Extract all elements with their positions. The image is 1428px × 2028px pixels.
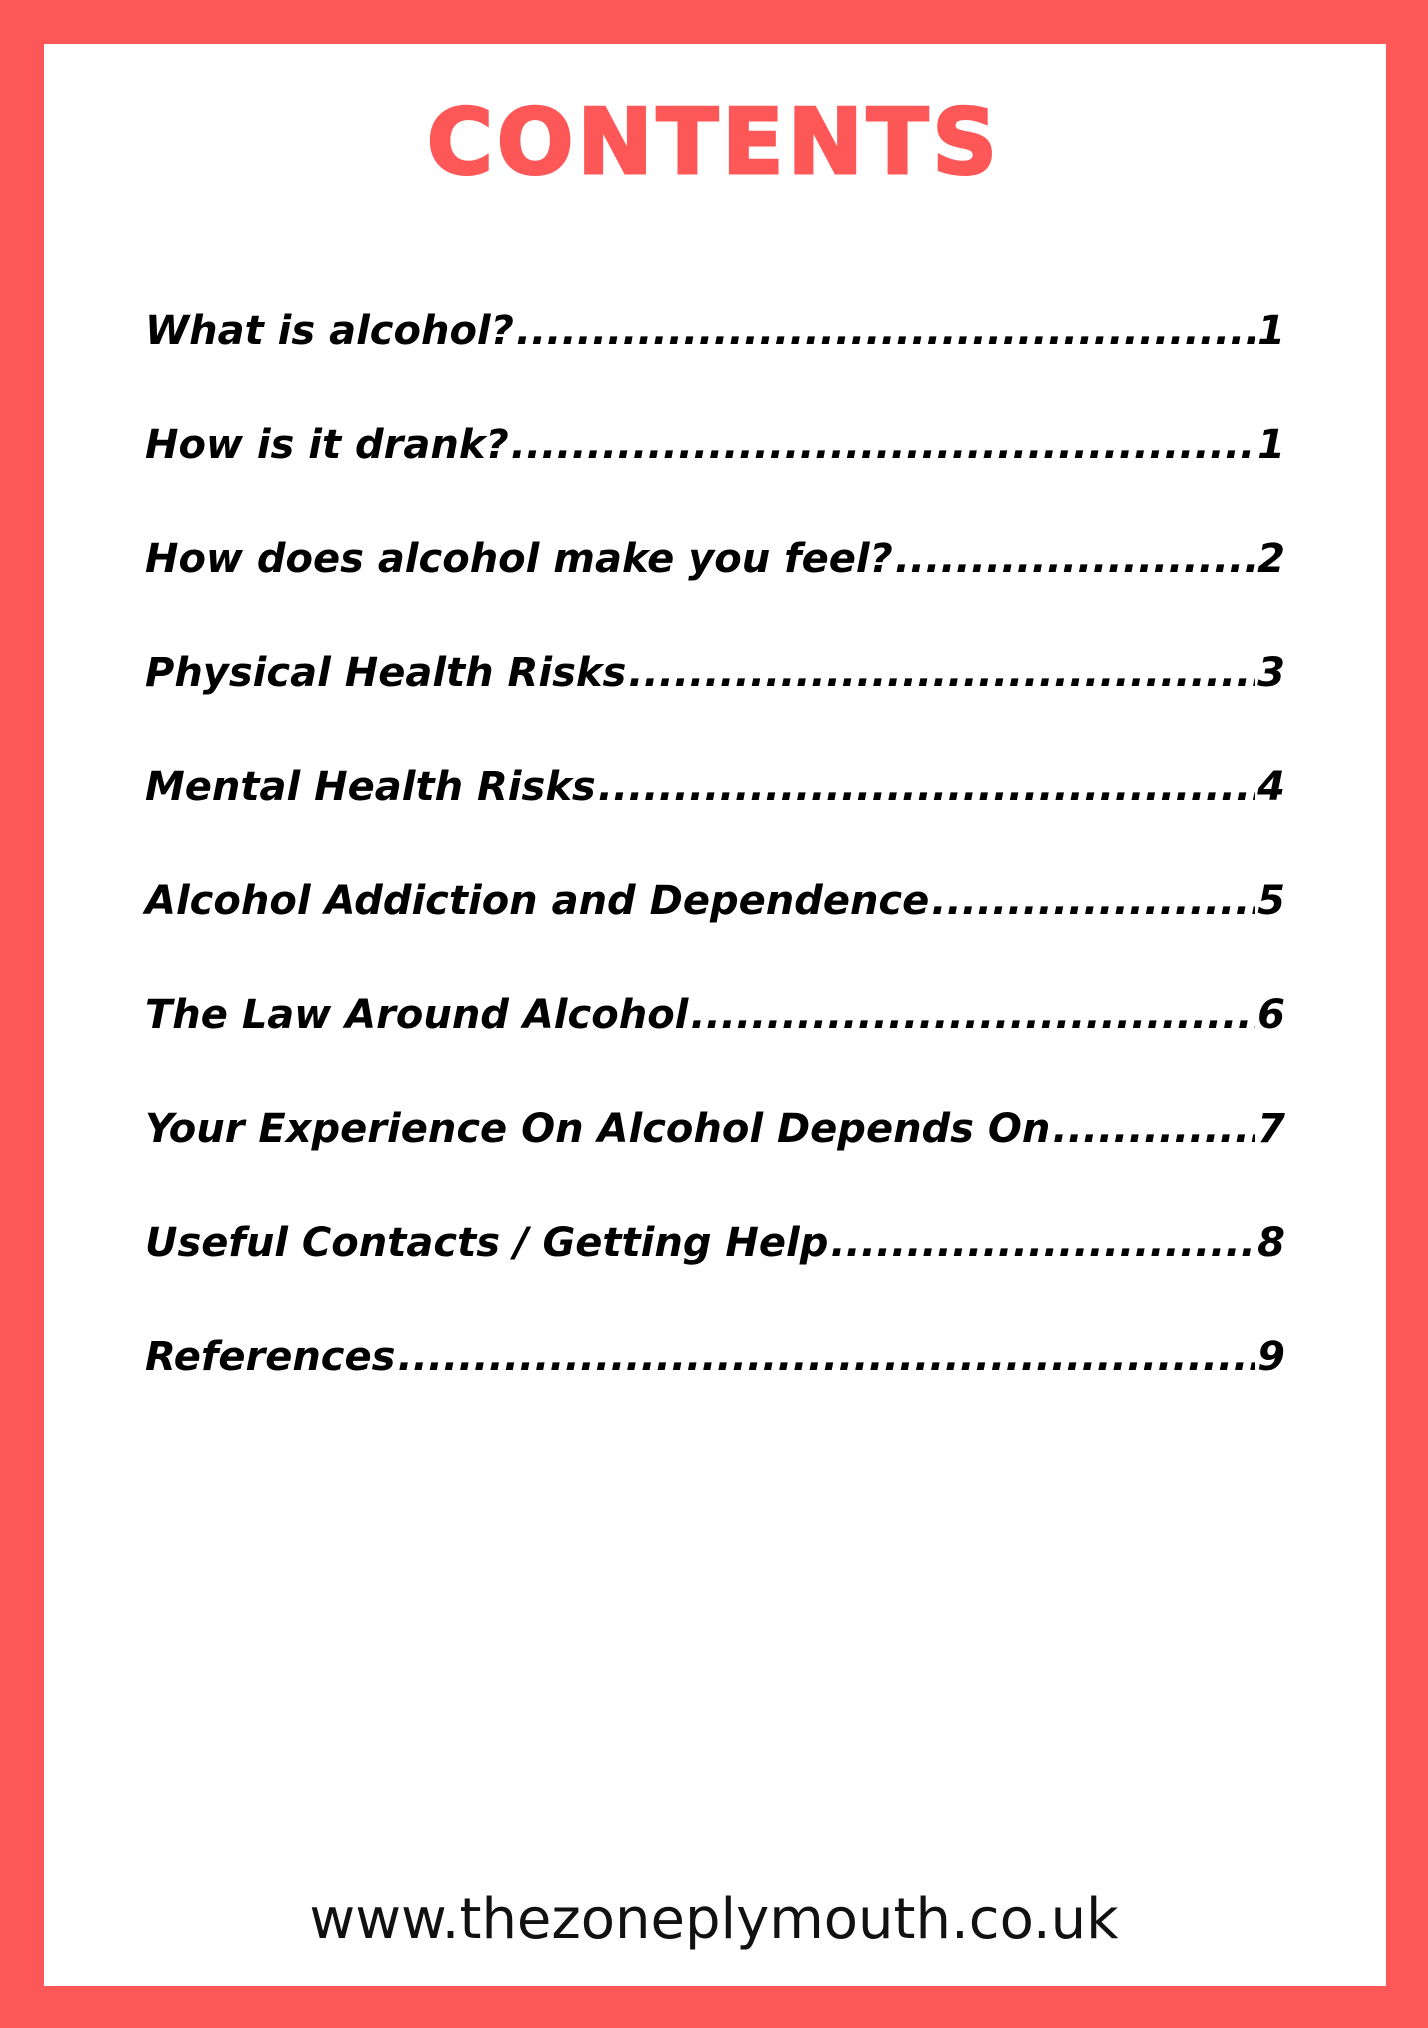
dot-leader (516, 296, 1255, 366)
toc-entry-page-number: 1 (1257, 422, 1285, 468)
toc-entry-page-number: 3 (1257, 650, 1285, 696)
toc-entry[interactable] (145, 752, 1285, 866)
dot-leader (830, 1208, 1255, 1278)
toc-entry-page-number: 1 (1257, 308, 1285, 354)
toc-entry-page-number: 7 (1257, 1106, 1285, 1152)
toc-entry-page-number: 9 (1257, 1334, 1285, 1380)
dot-leader (397, 1322, 1255, 1392)
toc-entry[interactable] (145, 410, 1285, 524)
page-title: CONTENTS (426, 90, 1002, 195)
table-of-contents (145, 296, 1285, 1436)
toc-entry[interactable] (145, 524, 1285, 638)
toc-entry-page-number: 6 (1257, 992, 1285, 1038)
dot-leader (690, 980, 1255, 1050)
toc-entry-label: How is it drank? (145, 422, 509, 468)
toc-entry-label: Physical Health Risks (145, 650, 627, 696)
toc-entry-label: Your Experience On Alcohol Depends On (145, 1106, 1051, 1152)
toc-entry-label: How does alcohol make you feel? (145, 536, 893, 582)
toc-entry-label: What is alcohol? (145, 308, 514, 354)
toc-entry[interactable] (145, 1208, 1285, 1322)
website-url[interactable]: www.thezoneplymouth.co.uk (309, 1887, 1119, 1952)
toc-entry-page-number: 5 (1257, 878, 1285, 924)
toc-entry[interactable] (145, 980, 1285, 1094)
toc-entry-label: Alcohol Addiction and Dependence (145, 878, 930, 924)
toc-entry[interactable] (145, 866, 1285, 980)
toc-entry[interactable] (145, 1322, 1285, 1436)
dot-leader (931, 866, 1255, 936)
dot-leader (895, 524, 1255, 594)
toc-entry-label: Mental Health Risks (145, 764, 596, 810)
toc-entry-label: Useful Contacts / Getting Help (145, 1220, 829, 1266)
toc-entry[interactable] (145, 296, 1285, 410)
toc-entry-page-number: 8 (1257, 1220, 1285, 1266)
dot-leader (598, 752, 1255, 822)
toc-entry-page-number: 4 (1257, 764, 1285, 810)
toc-entry-page-number: 2 (1257, 536, 1285, 582)
dot-leader (1052, 1094, 1255, 1164)
dot-leader (511, 410, 1255, 480)
toc-entry[interactable] (145, 638, 1285, 752)
toc-entry[interactable] (145, 1094, 1285, 1208)
toc-entry-label: References (145, 1334, 396, 1380)
dot-leader (628, 638, 1255, 708)
toc-entry-label: The Law Around Alcohol (145, 992, 689, 1038)
